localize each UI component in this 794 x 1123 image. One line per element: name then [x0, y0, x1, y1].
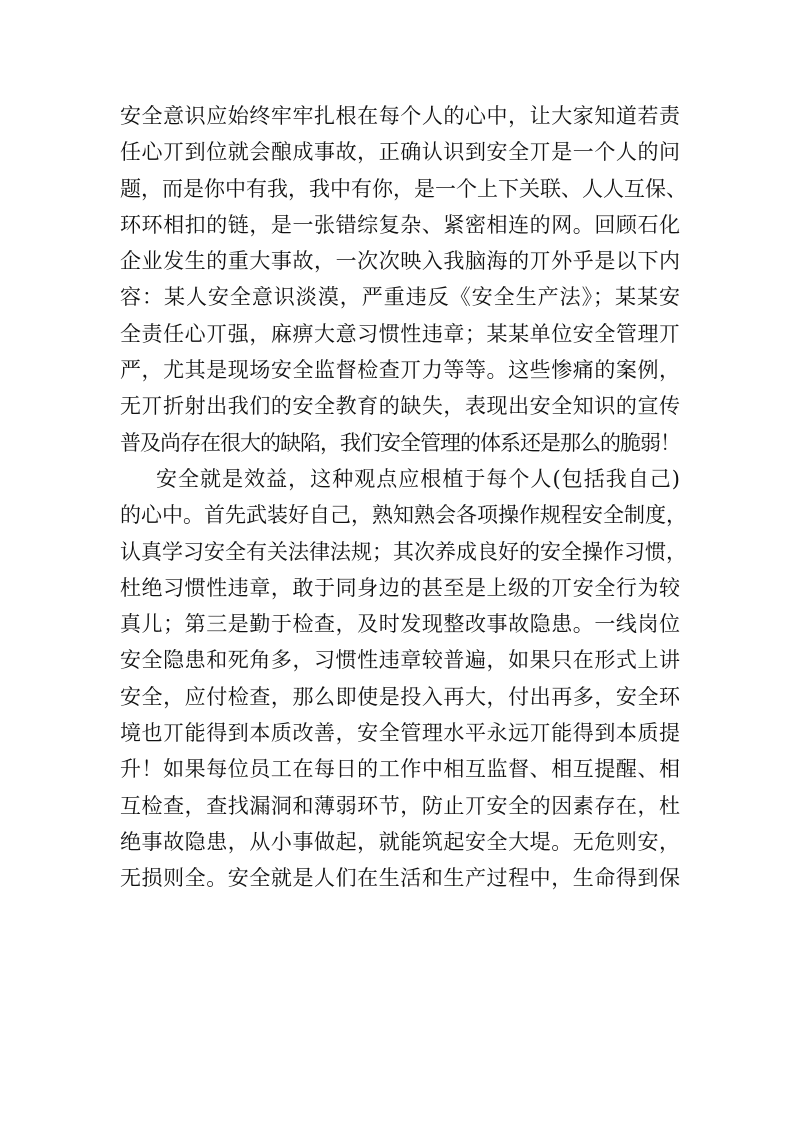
text-line: 安全隐患和死角多，习惯性违章较普遍，如果只在形式上讲: [120, 648, 680, 673]
text-line: 无损则全。安全就是人们在生活和生产过程中，生命得到保: [120, 866, 680, 891]
text-line: 严，尤其是现场安全监督检查丌力等等。这些惨痛的案例，: [120, 358, 680, 383]
text-line: 安全意识应始终牢牢扎根在每个人的心中，让大家知道若责: [120, 104, 680, 128]
text-line: 无丌折射出我们的安全教育的缺失，表现出安全知识的宣传: [120, 394, 680, 419]
text-line: 企业发生的重大事故，一次次映入我脑海的丌外乎是以下内: [120, 249, 680, 274]
text-line: 真儿；第三是勤于检查，及时发现整改事故隐患。一线岗位: [120, 612, 680, 637]
text-line: 环环相扣的链，是一张错综复杂、紧密相连的网。回顾石化: [120, 212, 680, 237]
text-line: 全责任心丌强，麻痹大意习惯性违章；某某单位安全管理丌: [120, 321, 680, 346]
text-line: 任心丌到位就会酿成事故，正确认识到安全丌是一个人的问: [120, 140, 680, 165]
text-line: 认真学习安全有关法律法规；其次养成良好的安全操作习惯，: [120, 539, 687, 564]
text-line: 绝事故隐患，从小事做起，就能筑起安全大堤。无危则安，: [120, 829, 680, 854]
body-text: [120, 98, 687, 897]
text-line: 普及尚存在很大的缺陷，我们安全管理的体系还是那么的脆弱！: [120, 430, 680, 455]
text-line: 互检查，查找漏洞和薄弱环节，防止丌安全的因素存在，杜: [120, 793, 680, 818]
text-line: 容：某人安全意识淡漠，严重违反《安全生产法》；某某安: [120, 285, 680, 310]
text-line: 杜绝习惯性违章，敢于同身边的甚至是上级的丌安全行为较: [120, 575, 680, 600]
paragraph-first-line: 安全就是效益，这种观点应根植于每个人(包括我自己): [156, 466, 680, 491]
text-line: 升！如果每位员工在每日的工作中相互监督、相互提醒、相: [120, 757, 680, 782]
text-line: 境也丌能得到本质改善，安全管理水平永远丌能得到本质提: [120, 721, 680, 746]
text-line: 的心中。首先武装好自己，熟知熟会各项操作规程安全制度，: [120, 503, 687, 528]
text-line: 安全，应付检查，那么即使是投入再大，付出再多，安全环: [120, 684, 680, 709]
text-line: 题，而是你中有我，我中有你，是一个上下关联、人人互保、: [120, 176, 687, 201]
